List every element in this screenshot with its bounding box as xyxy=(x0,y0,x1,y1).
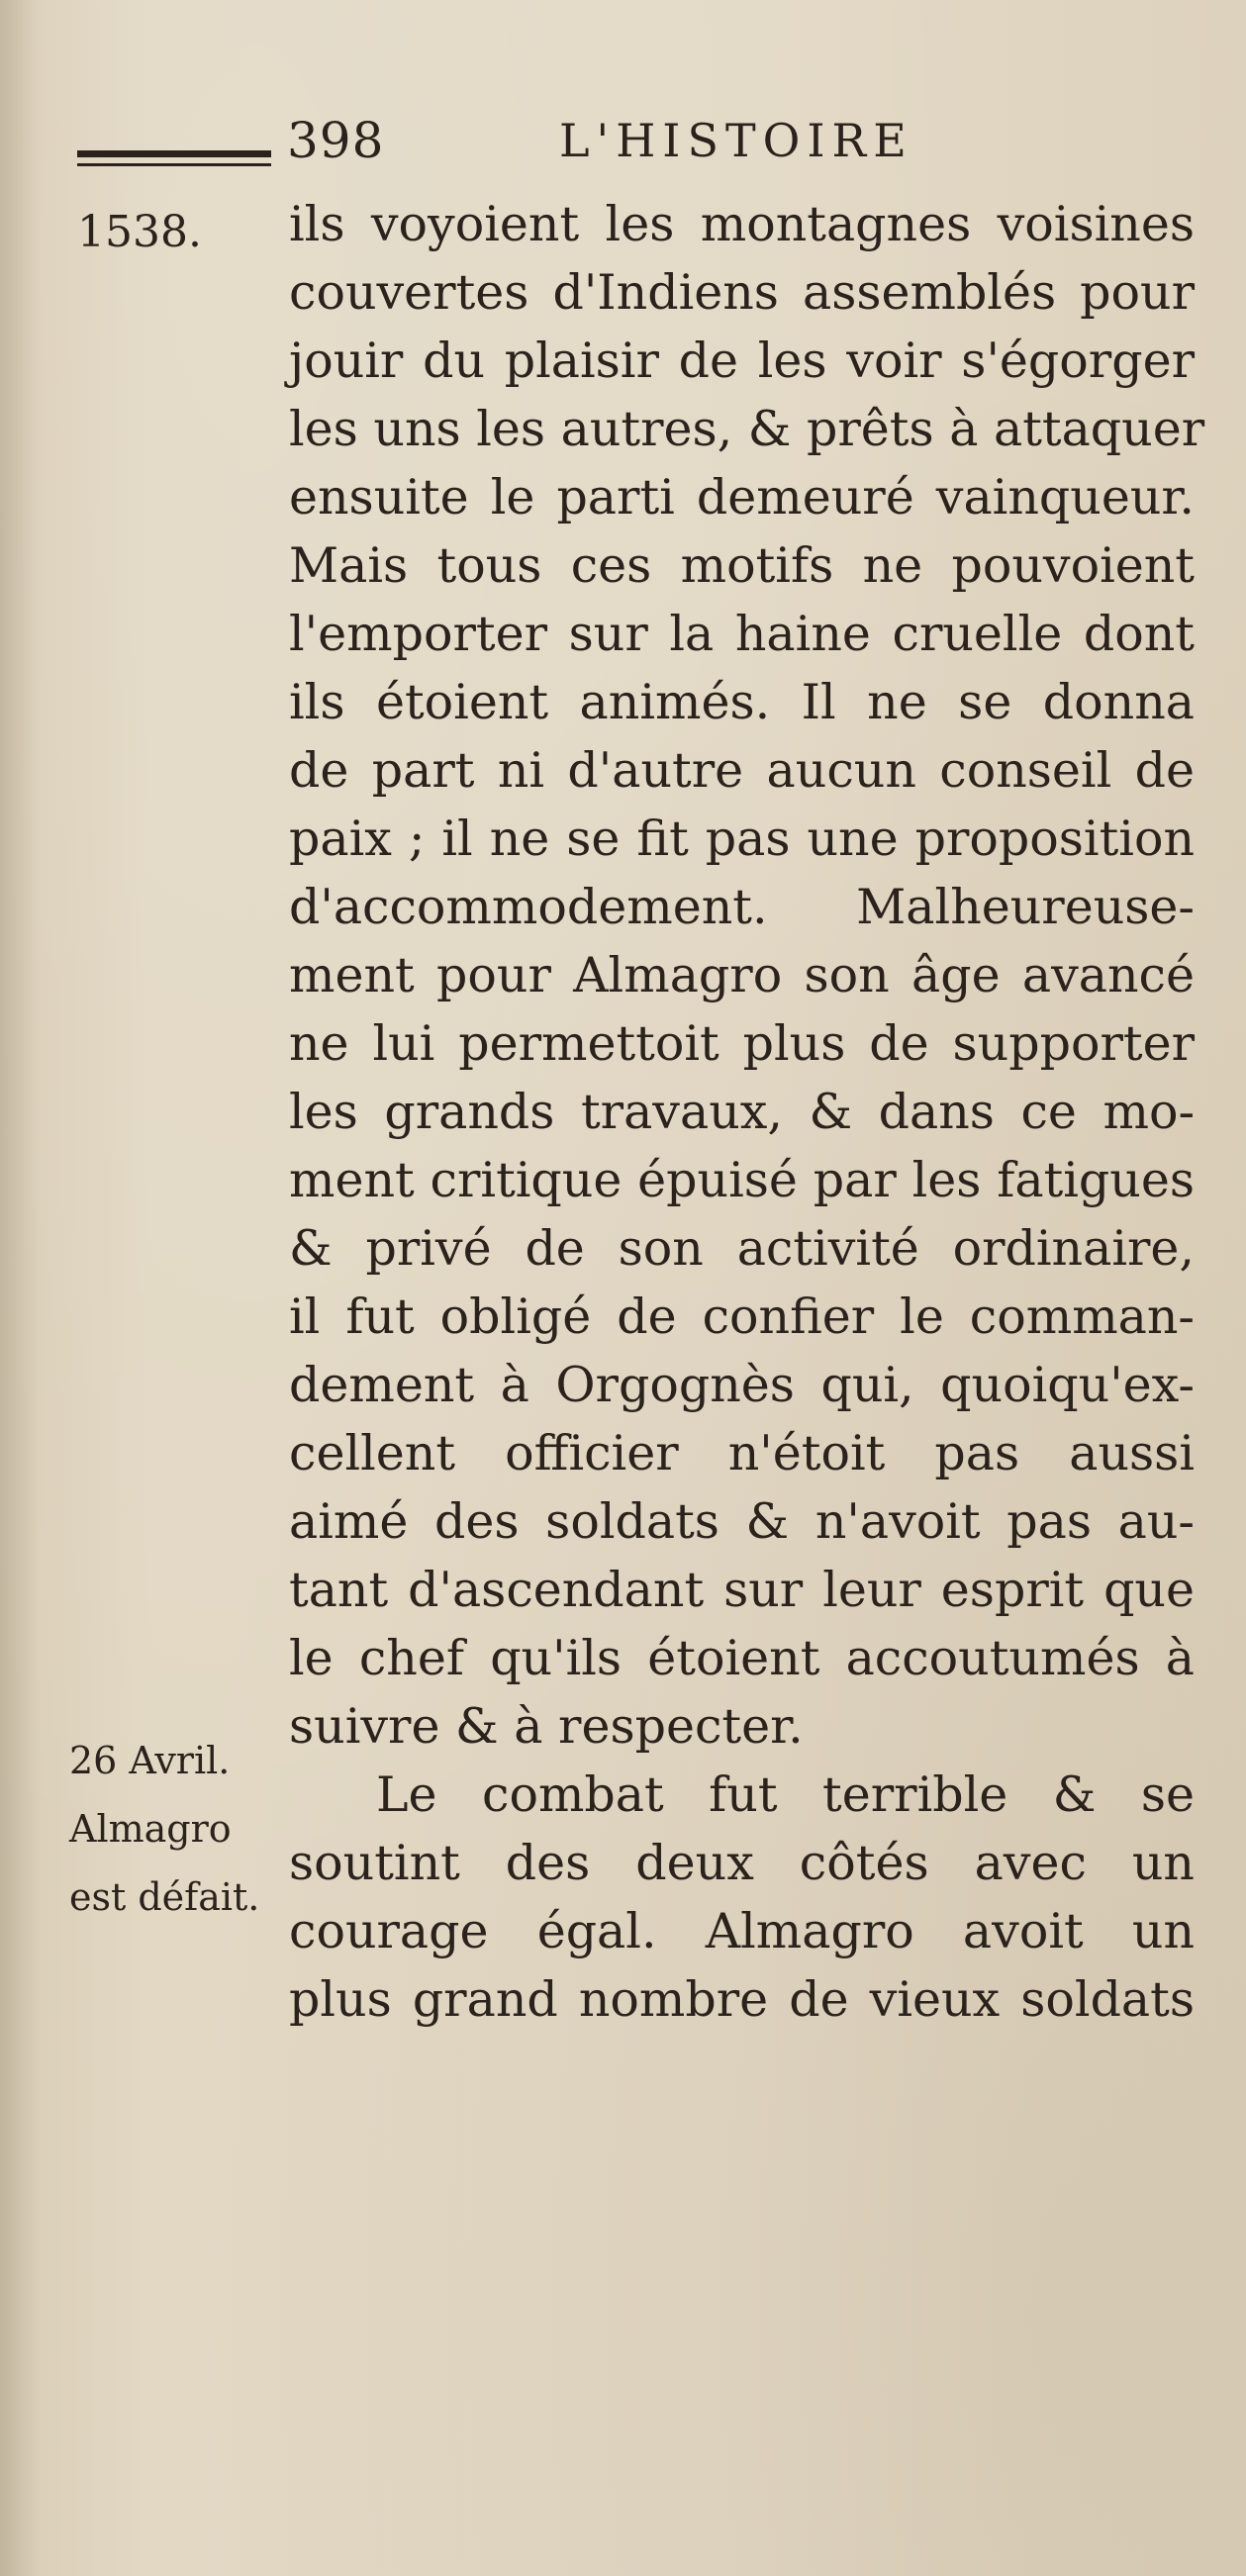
paragraph-first-line: Le combat fut terrible & se xyxy=(376,1766,1195,1823)
text-line: cellent officier n'étoit pas aussi xyxy=(289,1425,1195,1481)
text-line: il fut obligé de confier le comman- xyxy=(289,1288,1195,1345)
text-line: dement à Orgognès qui, quoiqu'ex- xyxy=(289,1357,1195,1413)
gutter-shadow xyxy=(0,0,40,2576)
text-line: d'accommodement. Malheureuse- xyxy=(289,879,1195,935)
text-line: courage égal. Almagro avoit un xyxy=(289,1903,1195,1959)
text-line: Mais tous ces motifs ne pouvoient xyxy=(289,537,1195,594)
text-line: ne lui permettoit plus de supporter xyxy=(289,1015,1195,1072)
text-line: ils voyoient les montagnes voisines xyxy=(289,196,1195,252)
text-line: plus grand nombre de vieux soldats xyxy=(289,1971,1195,2028)
margin-note-line: Almagro xyxy=(69,1807,232,1851)
text-line: l'emporter sur la haine cruelle dont xyxy=(289,606,1195,662)
text-line: ils étoient animés. Il ne se donna xyxy=(289,674,1195,730)
marginal-notes xyxy=(69,1727,289,1932)
text-line: les uns les autres, & prêts à attaquer xyxy=(289,401,1205,457)
text-line: tant d'ascendant sur leur esprit que xyxy=(289,1562,1195,1618)
text-line: & privé de son activité ordinaire, xyxy=(289,1220,1195,1277)
text-line: suivre & à respecter. xyxy=(289,1698,804,1755)
text-line: couvertes d'Indiens assemblés pour xyxy=(289,264,1195,321)
text-line: de part ni d'autre aucun conseil de xyxy=(289,742,1195,799)
text-line: paix ; il ne se fit pas une proposition xyxy=(289,811,1195,867)
margin-date: 26 Avril. xyxy=(69,1739,231,1782)
margin-year: 1538. xyxy=(77,207,202,257)
text-line: ment pour Almagro son âge avancé xyxy=(289,947,1195,1003)
text-line: ment critique épuisé par les fatigues xyxy=(289,1152,1195,1208)
text-line: les grands travaux, & dans ce mo- xyxy=(289,1084,1195,1140)
margin-note-line: est défait. xyxy=(69,1875,260,1919)
running-title: L'HISTOIRE xyxy=(559,114,913,167)
text-line: ensuite le parti demeuré vainqueur. xyxy=(289,469,1195,525)
text-line: le chef qu'ils étoient accoutumés à xyxy=(289,1630,1195,1686)
text-line: jouir du plaisir de les voir s'égorger xyxy=(289,333,1195,389)
page-number: 398 xyxy=(287,112,385,169)
header-ornamental-rule xyxy=(77,150,271,166)
text-line: aimé des soldats & n'avoit pas au- xyxy=(289,1493,1195,1550)
text-line: soutint des deux côtés avec un xyxy=(289,1835,1195,1891)
body-text xyxy=(289,190,1205,2034)
